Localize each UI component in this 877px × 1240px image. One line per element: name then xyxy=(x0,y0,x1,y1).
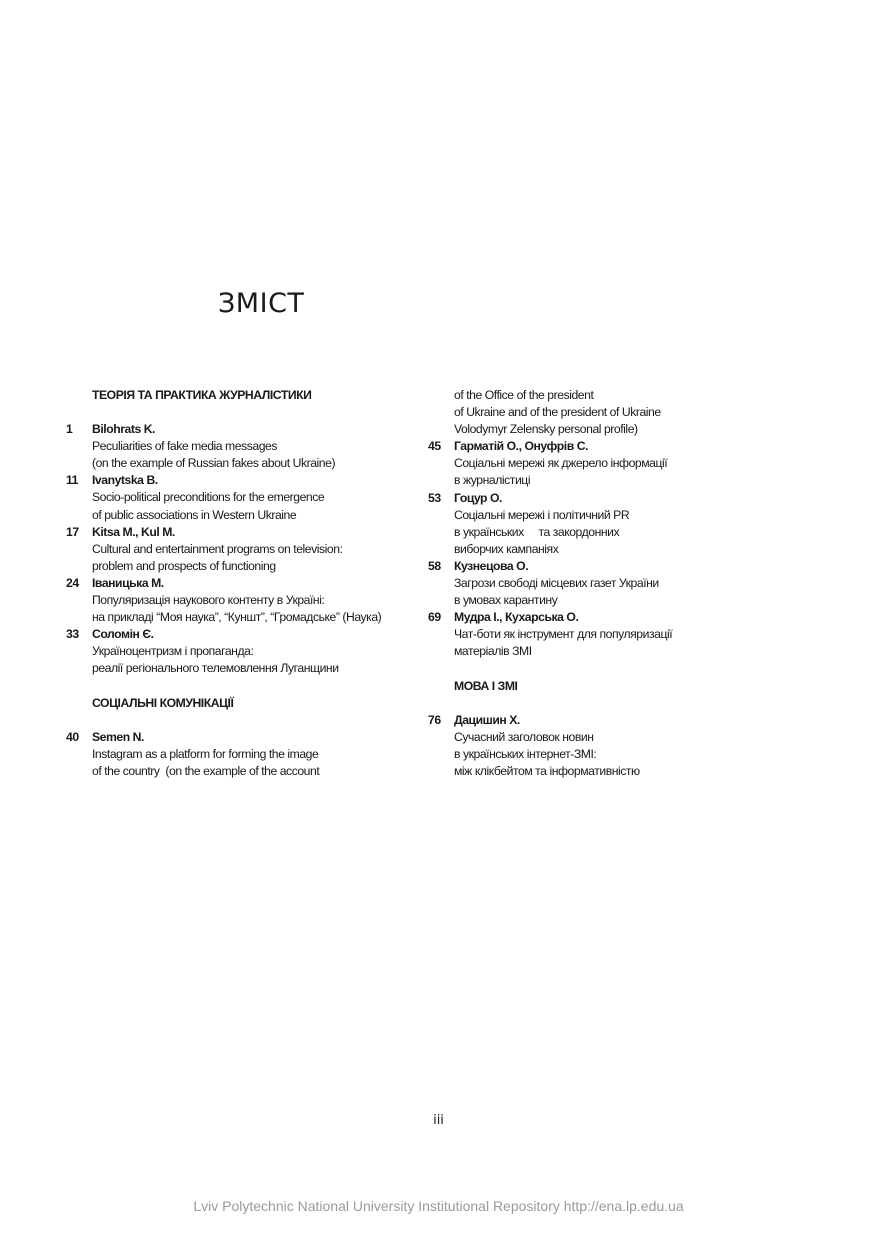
entry-page-number: 69 xyxy=(428,610,441,625)
toc-left-column xyxy=(66,387,406,780)
entry-page-number: 33 xyxy=(66,627,79,642)
entry-page-number: 17 xyxy=(66,524,79,539)
entry-title-line: Instagram as a platform for forming the image xyxy=(92,746,319,761)
entry-title-line: матеріалів ЗМІ xyxy=(454,644,532,659)
page-title: ЗМІСТ xyxy=(218,288,305,319)
entry-title-line: на прикладі “Моя наука”, “Куншт”, “Громадське” (Наука) xyxy=(92,610,382,625)
entry-title-line: of public associations in Western Ukraine xyxy=(92,507,297,522)
entry-author: Bilohrats K. xyxy=(92,422,155,437)
entry-author: Іваницька М. xyxy=(92,575,164,590)
toc-entry xyxy=(428,438,758,489)
entry-page-number: 11 xyxy=(66,473,78,488)
entry-author: Kitsa M., Kul M. xyxy=(92,524,175,539)
entry-title-line: в журналістиці xyxy=(454,473,531,488)
entry-continuation xyxy=(428,387,758,438)
toc-entry xyxy=(428,490,758,558)
entry-title-line: (on the example of Russian fakes about Ukraine) xyxy=(92,456,336,471)
entry-author: Ivanytska B. xyxy=(92,473,158,488)
entry-title-line: в українських та закордонних xyxy=(454,524,620,539)
toc-entry xyxy=(66,626,406,677)
entry-title-line: of the country (on the example of the account xyxy=(92,763,320,778)
entry-page-number: 58 xyxy=(428,558,441,573)
entry-page-number: 1 xyxy=(66,422,73,437)
entry-title-line: Socio-political preconditions for the emergence xyxy=(92,490,325,505)
entry-title-line: між клікбейтом та інформативністю xyxy=(454,763,640,778)
toc-entry xyxy=(66,524,406,575)
entry-author: Гоцур О. xyxy=(454,490,502,505)
entry-author: Кузнецова О. xyxy=(454,558,529,573)
entry-title-line: Загрози свободі місцевих газет України xyxy=(454,576,659,591)
entry-author: Соломін Є. xyxy=(92,627,154,642)
entry-title-line: Чат-боти як інструмент для популяризації xyxy=(454,627,673,642)
entry-author: Semen N. xyxy=(92,729,144,744)
toc-entry xyxy=(428,712,758,780)
entry-title-line: виборчих кампаніях xyxy=(454,541,559,556)
toc-entry xyxy=(66,472,406,523)
entry-title-line: of the Office of the president xyxy=(454,388,594,402)
toc-entry xyxy=(66,421,406,472)
entry-title-line: Соціальні мережі і політичний PR xyxy=(454,507,630,522)
toc-entry xyxy=(428,609,758,660)
entry-title-line: Peculiarities of fake media messages xyxy=(92,439,277,454)
entry-title-line: реалії регіонального телемовлення Луганщини xyxy=(92,661,339,676)
entry-title-line: Volodymyr Zelensky personal profile) xyxy=(454,422,638,437)
toc-right-column xyxy=(428,387,758,780)
entry-title-line: Популяризація наукового контенту в Україні: xyxy=(92,593,325,608)
section-heading: МОВА І ЗМІ xyxy=(454,678,518,693)
entry-title-line: Соціальні мережі як джерело інформації xyxy=(454,456,668,471)
toc-entry xyxy=(66,729,406,780)
entry-author: Гарматій О., Онуфрів С. xyxy=(454,439,588,454)
entry-title-line: в умовах карантину xyxy=(454,593,558,608)
entry-page-number: 76 xyxy=(428,712,441,727)
entry-page-number: 24 xyxy=(66,575,79,590)
entry-title-line: problem and prospects of functioning xyxy=(92,558,276,573)
section-heading: СОЦІАЛЬНІ КОМУНІКАЦІЇ xyxy=(92,695,234,710)
entry-title-line: Сучасний заголовок новин xyxy=(454,729,594,744)
entry-author: Мудра І., Кухарська О. xyxy=(454,610,579,625)
entry-title-line: Україноцентризм і пропаганда: xyxy=(92,644,254,659)
entry-page-number: 53 xyxy=(428,490,441,505)
toc-entry xyxy=(66,575,406,626)
section-heading: ТЕОРІЯ ТА ПРАКТИКА ЖУРНАЛІСТИКИ xyxy=(92,388,312,402)
toc-entry xyxy=(428,558,758,609)
entry-title-line: of Ukraine and of the president of Ukraine xyxy=(454,405,661,420)
entry-author: Дацишин Х. xyxy=(454,712,520,727)
page-number: iii xyxy=(433,1113,444,1128)
entry-title-line: Cultural and entertainment programs on television: xyxy=(92,541,343,556)
entry-title-line: в українських інтернет-ЗМІ: xyxy=(454,746,597,761)
entry-page-number: 40 xyxy=(66,729,79,744)
entry-page-number: 45 xyxy=(428,439,441,454)
repository-footer: Lviv Polytechnic National University Institutional Repository http://ena.lp.edu.ua xyxy=(193,1198,684,1214)
